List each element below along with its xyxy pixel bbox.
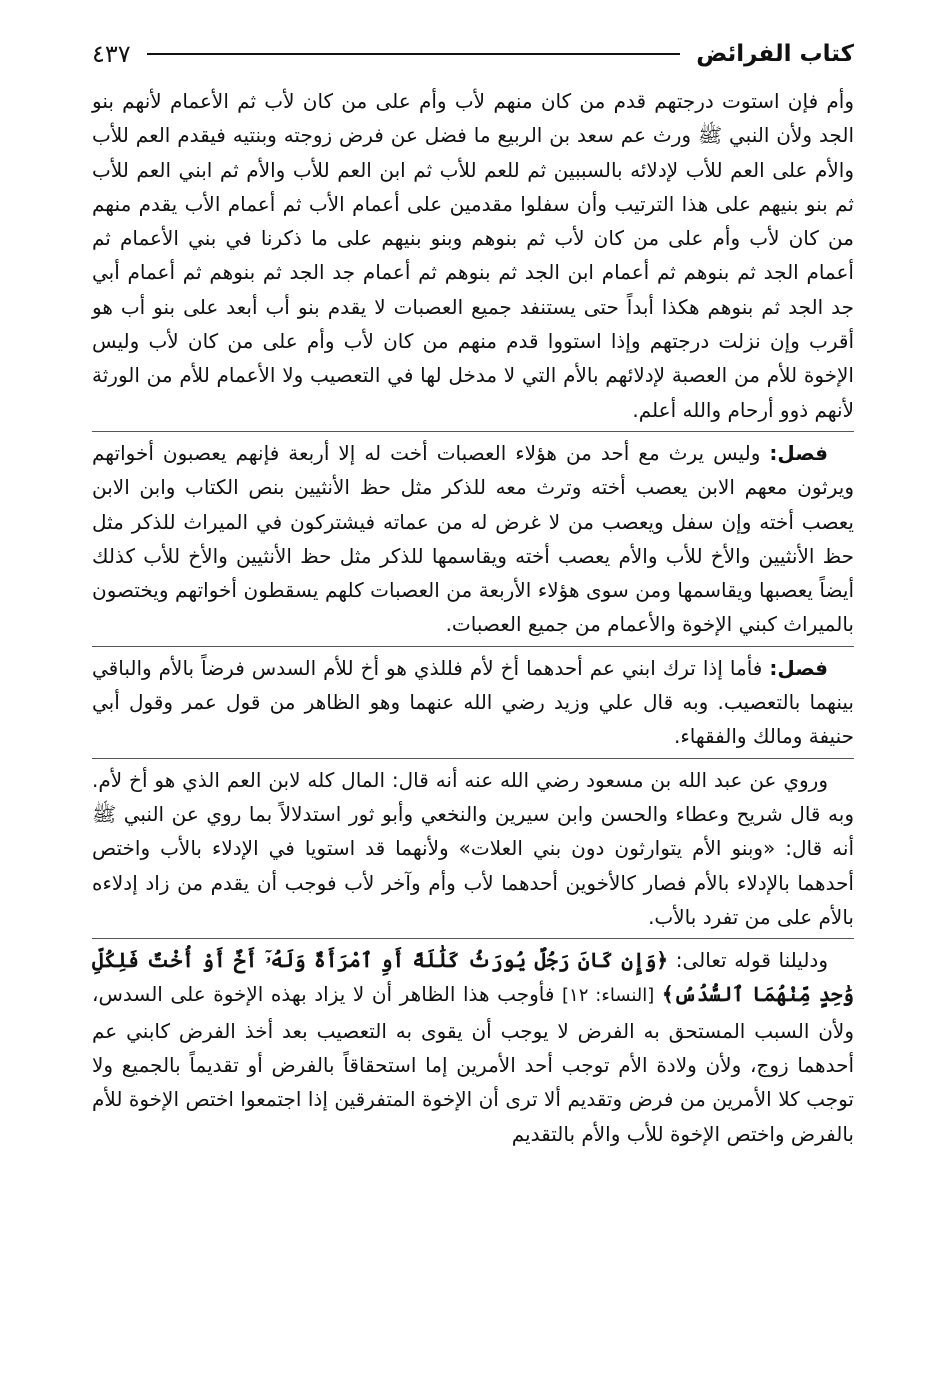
paragraph-5 (92, 938, 854, 1151)
verse-citation: [النساء: ١٢] (562, 985, 655, 1007)
quran-verse: ﴿وَإِن كَانَ رَجُلٌ يُورَثُ كَلَٰلَةً أَوِ ٱمْرَأَةٌ وَلَهُۥٓ أَخٌ أَوْ أُخْتٌ فَلِكُلِّ وَٰحِدٍ مِّنْهُمَا ٱلسُّدُسُ﴾ (92, 948, 855, 1007)
paragraph-1: وأم فإن استوت درجتهم قدم من كان منهم لأب وأم على من كان لأب ثم الأعمام لأنهم بنو الجد ولأن النبي ﷺ ورث عم سعد بن الربيع ما فضل عن فرض زوجته وبنتيه فيقدم العم للأب والأم على العم للأب لإدلائه بالسببين ثم للعم للأب ثم ابن العم للأب والأم ثم ابني العم للأب ثم بنو بنيهم على هذا الترتيب وأن سفلوا مقدمين على أعمام الأب ثم أعمام الأب يقدم منهم من كان لأب وأم على من كان لأب ثم بنوهم وبنو بنيهم على ما ذكرنا في بني الأعمام ثم أعمام الجد ثم بنوهم ثم أعمام ابن الجد ثم بنوهم ثم أعمام جد الجد ثم بنوهم ثم أعمام أبي جد الجد ثم بنوهم هكذا أبداً حتى يستنفد جميع العصبات لا يقدم بنو أب أبعد على بنو أب هو أقرب وإن نزلت درجتهم وإذا استووا قدم منهم من كان لأب وأم على من كان لأب وليس الإخوة للأم من العصبة لإدلائهم بالأم التي لا مدخل لها في التعصيب ولا الأعمام للأم من الورثة لأنهم ذوو أرحام والله أعلم. (92, 89, 854, 422)
page-header (92, 34, 854, 74)
page-number: ٤٣٧ (92, 40, 131, 68)
paragraph-5-text: فأوجب هذا الظاهر أن لا يزاد بهذه الإخوة على السدس، ولأن السبب المستحق به الفرض لا يوجب أن يقوى به التعصيب بعد أخذ الفرض كابني عم أحدهما زوج، ولأن ولادة الأم توجب أحد الأمرين إما استحقاقاً بالفرض أو تقديماً بالجميع ولا توجب كلا الأمرين من فرض وتقديم ألا ترى أن الإخوة المتفرقين إذا اجتمعوا اختص الإخوة للأم بالفرض واختص الإخوة للأب والأم بالتقديم (92, 982, 854, 1146)
page-body (92, 84, 854, 1334)
header-rule (147, 53, 681, 55)
section-label: فصل: (769, 655, 829, 680)
paragraph-2 (92, 431, 854, 642)
evidence-intro: ودليلنا قوله تعالى: (675, 948, 828, 973)
section-label: فصل: (769, 440, 829, 465)
book-title: كتاب الفرائض (696, 41, 854, 67)
paragraph-2-text: وليس يرث مع أحد من هؤلاء العصبات أخت له إلا أربعة فإنهم يعصبون أخواتهم ويرثون معهم الابن يعصب أخته وترث معه للذكر مثل حظ الأنثيين بنص الكتاب وابن الابن يعصب أخته وإن سفل ويعصب من لا غرض له من عماته فيشتركون في الميراث للذكر مثل حظ الأنثيين والأخ للأب والأم يعصب أخته ويقاسمها للذكر مثل حظ الأنثيين والأخ للأب كذلك أيضاً يعصبها ويقاسمها ومن سوى هؤلاء الأربعة من العصبات كلهم يسقطون أخواتهم ويختصون بالميراث كبني الإخوة والأعمام من جميع العصبات. (92, 440, 854, 637)
paragraph-3-text: فأما إذا ترك ابني عم أحدهما أخ لأم فللذي هو أخ للأم السدس فرضاً بالأم والباقي بينهما بالتعصيب. وبه قال علي وزيد رضي الله عنهما وهو الظاهر من قول عمر وقول أبي حنيفة ومالك والفقهاء. (92, 655, 854, 749)
paragraph-3 (92, 646, 854, 754)
paragraph-4: وروي عن عبد الله بن مسعود رضي الله عنه أنه قال: المال كله لابن العم الذي هو أخ لأم. وبه قال شريح وعطاء والحسن وابن سيرين والنخعي وأبو ثور استدلالاً بما روي عن النبي ﷺ أنه قال: «وبنو الأم يتوارثون دون بني العلات» ولأنهما قد استويا في الإدلاء بالأب واختص أحدهما بالإدلاء بالأم فصار كالأخوين أحدهما لأب وأم وآخر لأب فوجب أن يقدم من زاد إدلاءه بالأم على من تفرد بالأب. (92, 758, 854, 934)
